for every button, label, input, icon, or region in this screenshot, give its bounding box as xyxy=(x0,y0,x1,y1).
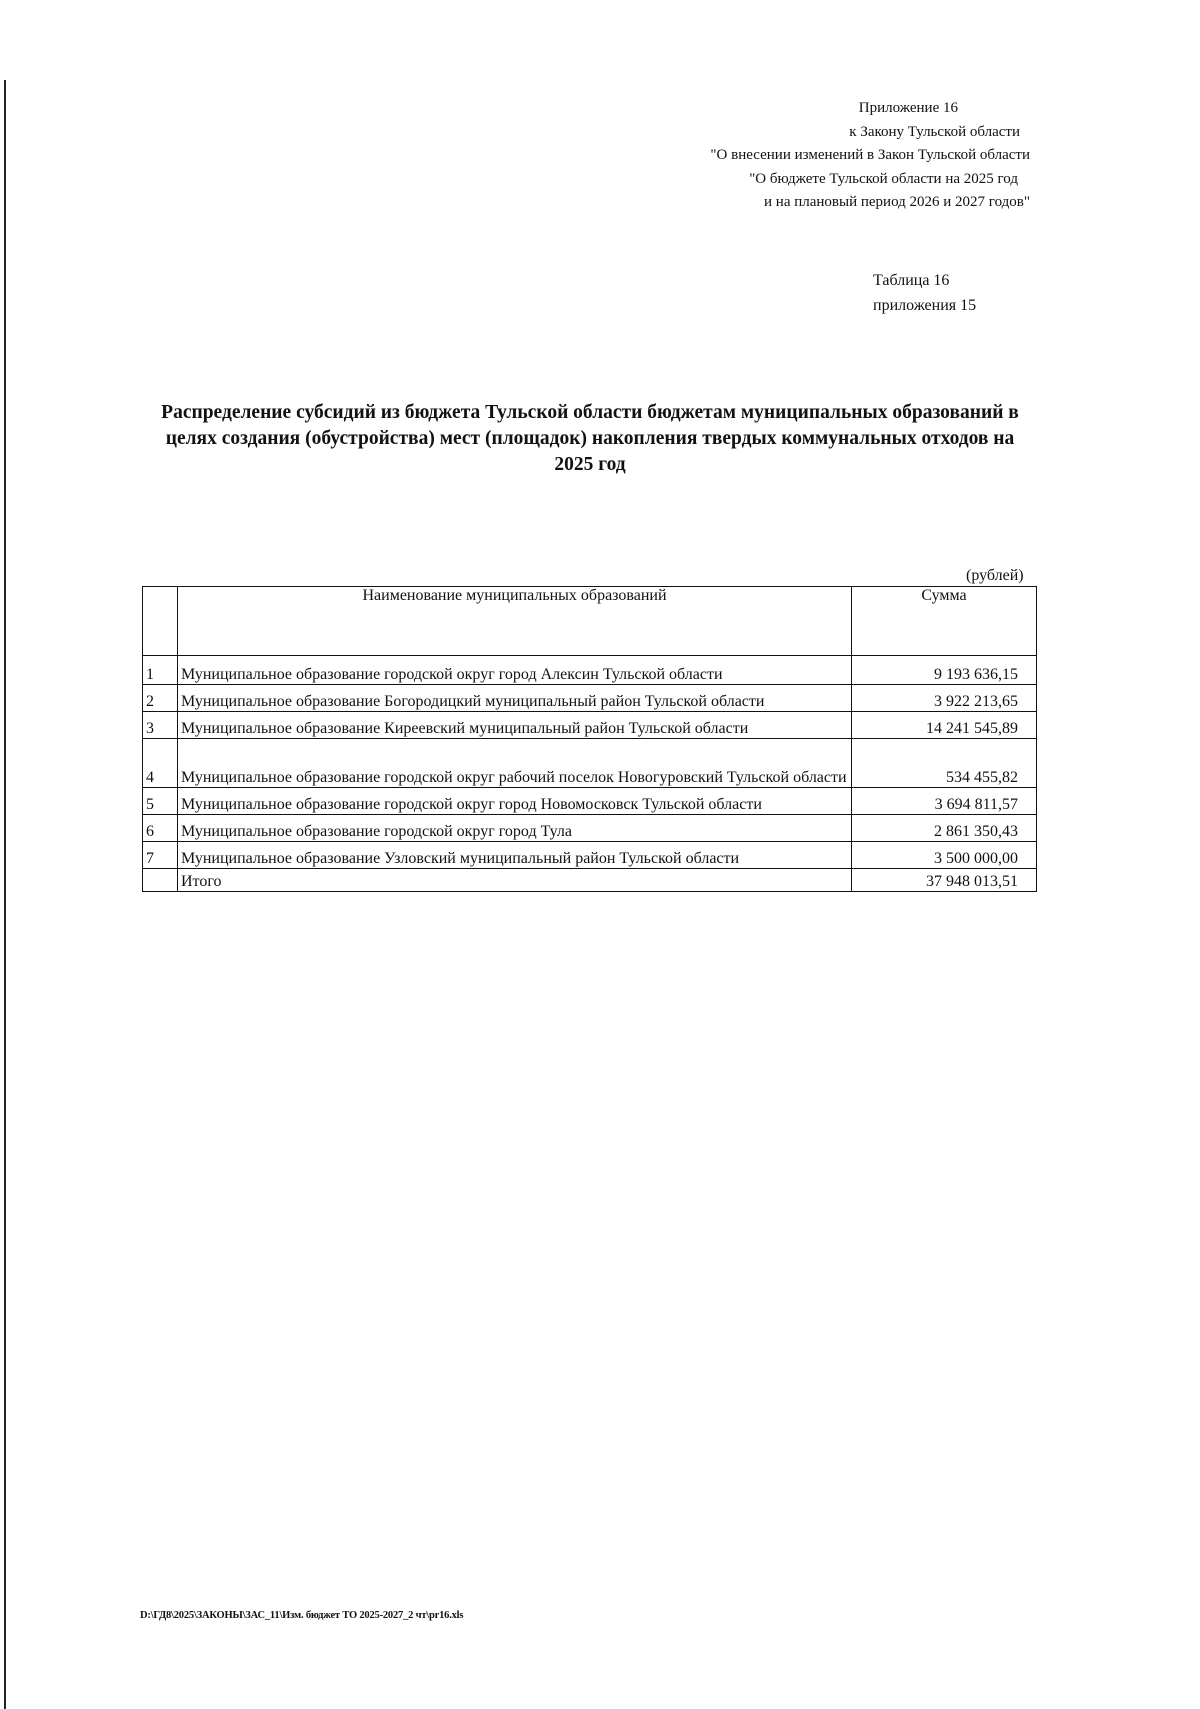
page-left-edge-rule xyxy=(4,80,6,1709)
total-sum: 37 948 013,51 xyxy=(852,869,1037,892)
row-number: 1 xyxy=(143,656,178,685)
appendix-law-title-3: и на плановый период 2026 и 2027 годов" xyxy=(764,194,1030,210)
header-number-cell xyxy=(143,587,178,656)
table-row xyxy=(143,712,1037,739)
appendix-law-title-1: "О внесении изменений в Закон Тульской области xyxy=(710,147,1030,163)
table-row xyxy=(143,685,1037,712)
appendix-law-title-2: "О бюджете Тульской области на 2025 год xyxy=(749,170,1018,187)
table-appendix-ref: приложения 15 xyxy=(873,297,977,314)
appendix-header xyxy=(610,97,1030,215)
subsidy-distribution-table xyxy=(142,586,1037,892)
document-title: Распределение субсидий из бюджета Тульской области бюджетам муниципальных образований в целях создания (обустройства) мест (площадок) накопления твердых коммунальных отходов на 2025 год xyxy=(161,402,1019,475)
table-header-row xyxy=(143,587,1037,656)
row-number: 7 xyxy=(143,842,178,869)
total-label: Итого xyxy=(178,869,852,892)
header-sum-cell: Сумма xyxy=(852,587,1037,656)
row-sum: 3 922 213,65 xyxy=(852,685,1037,712)
row-number: 2 xyxy=(143,685,178,712)
row-sum: 3 500 000,00 xyxy=(852,842,1037,869)
table-number: Таблица 16 xyxy=(873,272,950,289)
appendix-number: Приложение 16 xyxy=(858,100,958,116)
row-municipality-name: Муниципальное образование городской округ рабочий поселок Новогуровский Тульской области xyxy=(178,739,852,788)
row-municipality-name: Муниципальное образование городской округ город Новомосковск Тульской области xyxy=(178,788,852,815)
units-label: (рублей) xyxy=(966,567,1024,584)
table-row xyxy=(143,788,1037,815)
row-municipality-name: Муниципальное образование Узловский муниципальный район Тульской области xyxy=(178,842,852,869)
row-number: 3 xyxy=(143,712,178,739)
total-number xyxy=(143,869,178,892)
row-municipality-name: Муниципальное образование городской округ город Тула xyxy=(178,815,852,842)
appendix-law-ref: к Закону Тульской области xyxy=(849,123,1020,140)
table-row xyxy=(143,739,1037,788)
table-row xyxy=(143,842,1037,869)
table-reference xyxy=(873,268,976,318)
row-sum: 14 241 545,89 xyxy=(852,712,1037,739)
table-row xyxy=(143,815,1037,842)
row-municipality-name: Муниципальное образование Богородицкий муниципальный район Тульской области xyxy=(178,685,852,712)
table-total-row xyxy=(143,869,1037,892)
table-row xyxy=(143,656,1037,685)
row-municipality-name: Муниципальное образование Киреевский муниципальный район Тульской области xyxy=(178,712,852,739)
row-number: 5 xyxy=(143,788,178,815)
row-number: 6 xyxy=(143,815,178,842)
row-number: 4 xyxy=(143,739,178,788)
row-sum: 3 694 811,57 xyxy=(852,788,1037,815)
row-sum: 2 861 350,43 xyxy=(852,815,1037,842)
row-municipality-name: Муниципальное образование городской округ город Алексин Тульской области xyxy=(178,656,852,685)
row-sum: 534 455,82 xyxy=(852,739,1037,788)
row-sum: 9 193 636,15 xyxy=(852,656,1037,685)
footer-file-path: D:\ГД8\2025\ЗАКОНЫ\ЗАС_11\Изм. бюджет ТО 2025-2027_2 чт\pr16.xls xyxy=(140,1610,464,1621)
header-name-cell: Наименование муниципальных образований xyxy=(178,587,852,656)
